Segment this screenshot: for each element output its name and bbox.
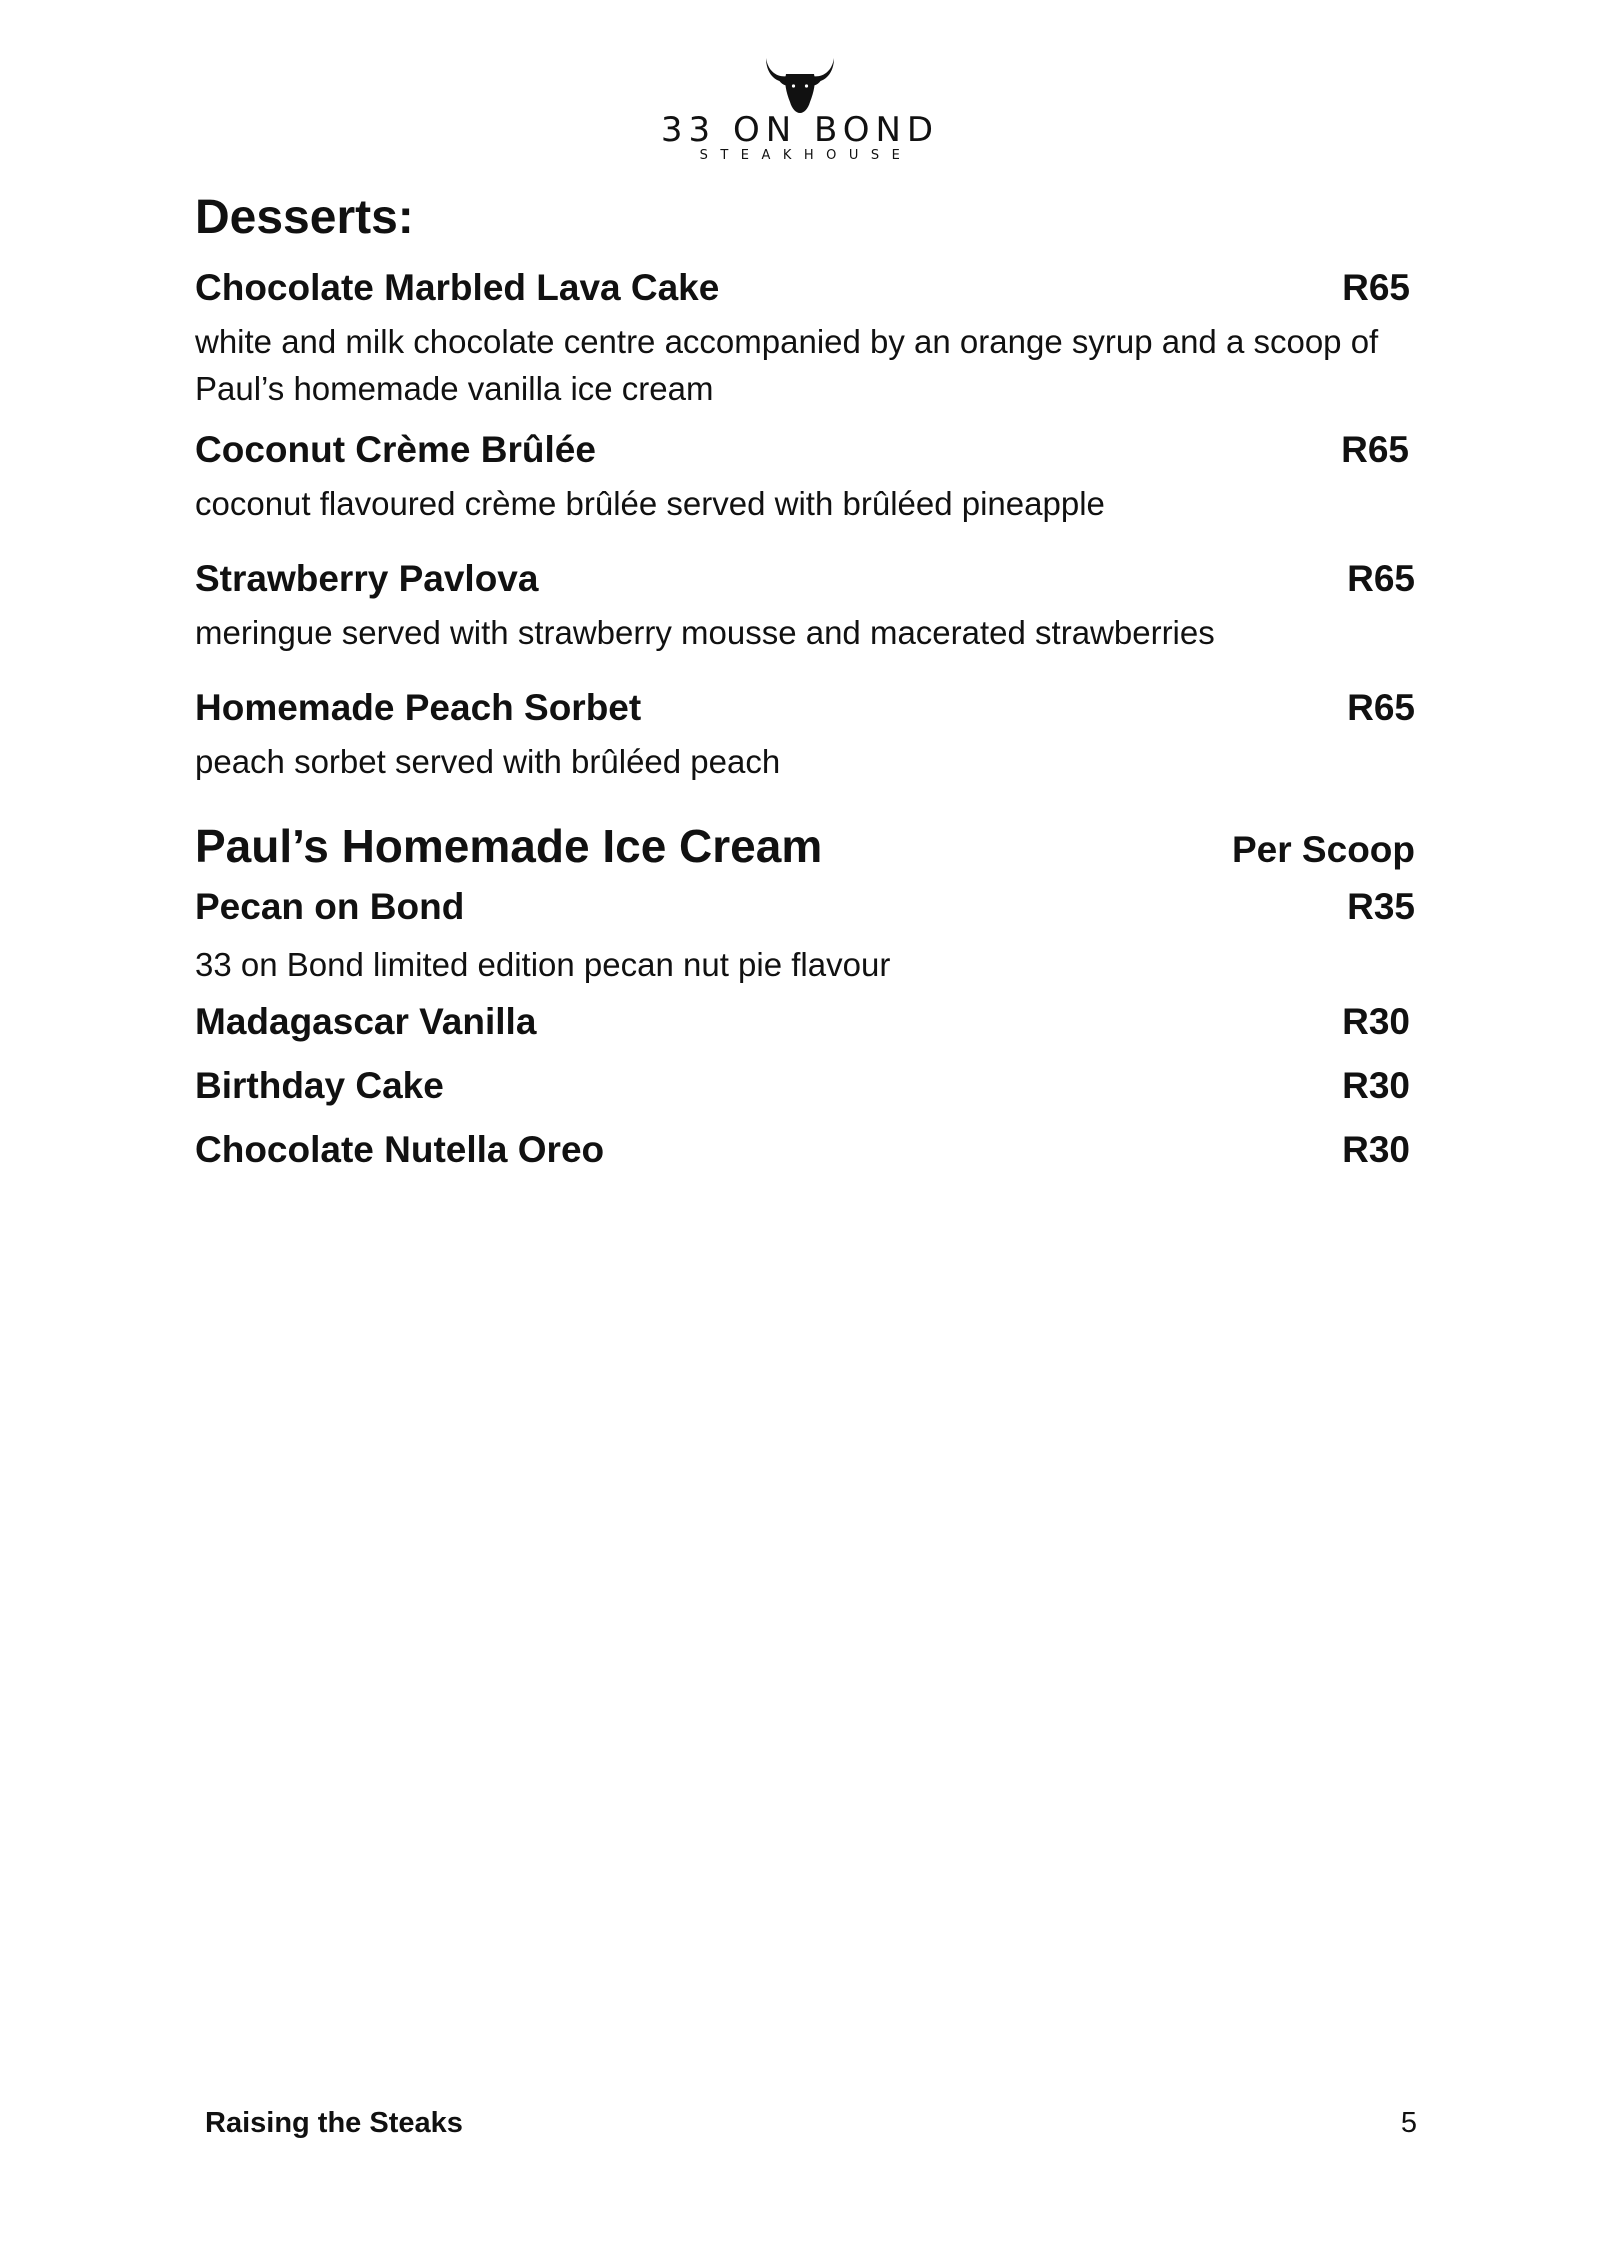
menu-item xyxy=(195,557,1415,656)
menu-item xyxy=(195,1000,1415,1044)
item-price: R30 xyxy=(1342,1001,1410,1042)
menu-content xyxy=(195,190,1415,1172)
menu-item xyxy=(195,1128,1415,1172)
item-name: Coconut Crème Brûlée xyxy=(195,429,596,470)
bull-head-icon xyxy=(764,52,836,116)
item-price: R65 xyxy=(1347,558,1415,599)
item-price: R30 xyxy=(1342,1129,1410,1170)
item-price: R35 xyxy=(1347,886,1415,927)
item-description: peach sorbet served with brûléed peach xyxy=(195,743,781,780)
item-name: Madagascar Vanilla xyxy=(195,1001,537,1042)
menu-item xyxy=(195,686,1415,785)
item-price: R30 xyxy=(1342,1065,1410,1106)
item-description: coconut flavoured crème brûlée served with brûléed pineapple xyxy=(195,485,1105,522)
item-description: 33 on Bond limited edition pecan nut pie flavour xyxy=(195,946,891,983)
item-name: Chocolate Nutella Oreo xyxy=(195,1129,605,1170)
item-name: Strawberry Pavlova xyxy=(195,558,539,599)
menu-item xyxy=(195,428,1415,527)
menu-item xyxy=(195,885,1415,988)
item-name: Birthday Cake xyxy=(195,1065,444,1106)
item-price: R65 xyxy=(1342,267,1410,308)
item-price: R65 xyxy=(1347,687,1415,728)
page-number: 5 xyxy=(1400,2107,1417,2139)
per-scoop-label: Per Scoop xyxy=(1232,829,1415,870)
ice-cream-header xyxy=(195,819,1415,873)
item-name: Pecan on Bond xyxy=(195,886,465,927)
item-description: meringue served with strawberry mousse and macerated strawberries xyxy=(195,614,1215,651)
item-description: white and milk chocolate centre accompanied by an orange syrup and a scoop of Paul’s homemade vanilla ice cream xyxy=(195,323,1379,407)
ice-cream-title: Paul’s Homemade Ice Cream xyxy=(195,820,823,872)
footer-tagline: Raising the Steaks xyxy=(205,2107,463,2139)
menu-item xyxy=(195,266,1415,412)
restaurant-logo xyxy=(650,52,950,172)
logo-name: 33 ON BOND xyxy=(660,110,940,150)
item-price: R65 xyxy=(1341,429,1409,470)
menu-item xyxy=(195,1064,1415,1108)
logo-subtitle: STEAKHOUSE xyxy=(699,148,913,163)
item-name: Homemade Peach Sorbet xyxy=(195,687,642,728)
item-name: Chocolate Marbled Lava Cake xyxy=(195,267,720,308)
desserts-title: Desserts: xyxy=(195,191,414,244)
